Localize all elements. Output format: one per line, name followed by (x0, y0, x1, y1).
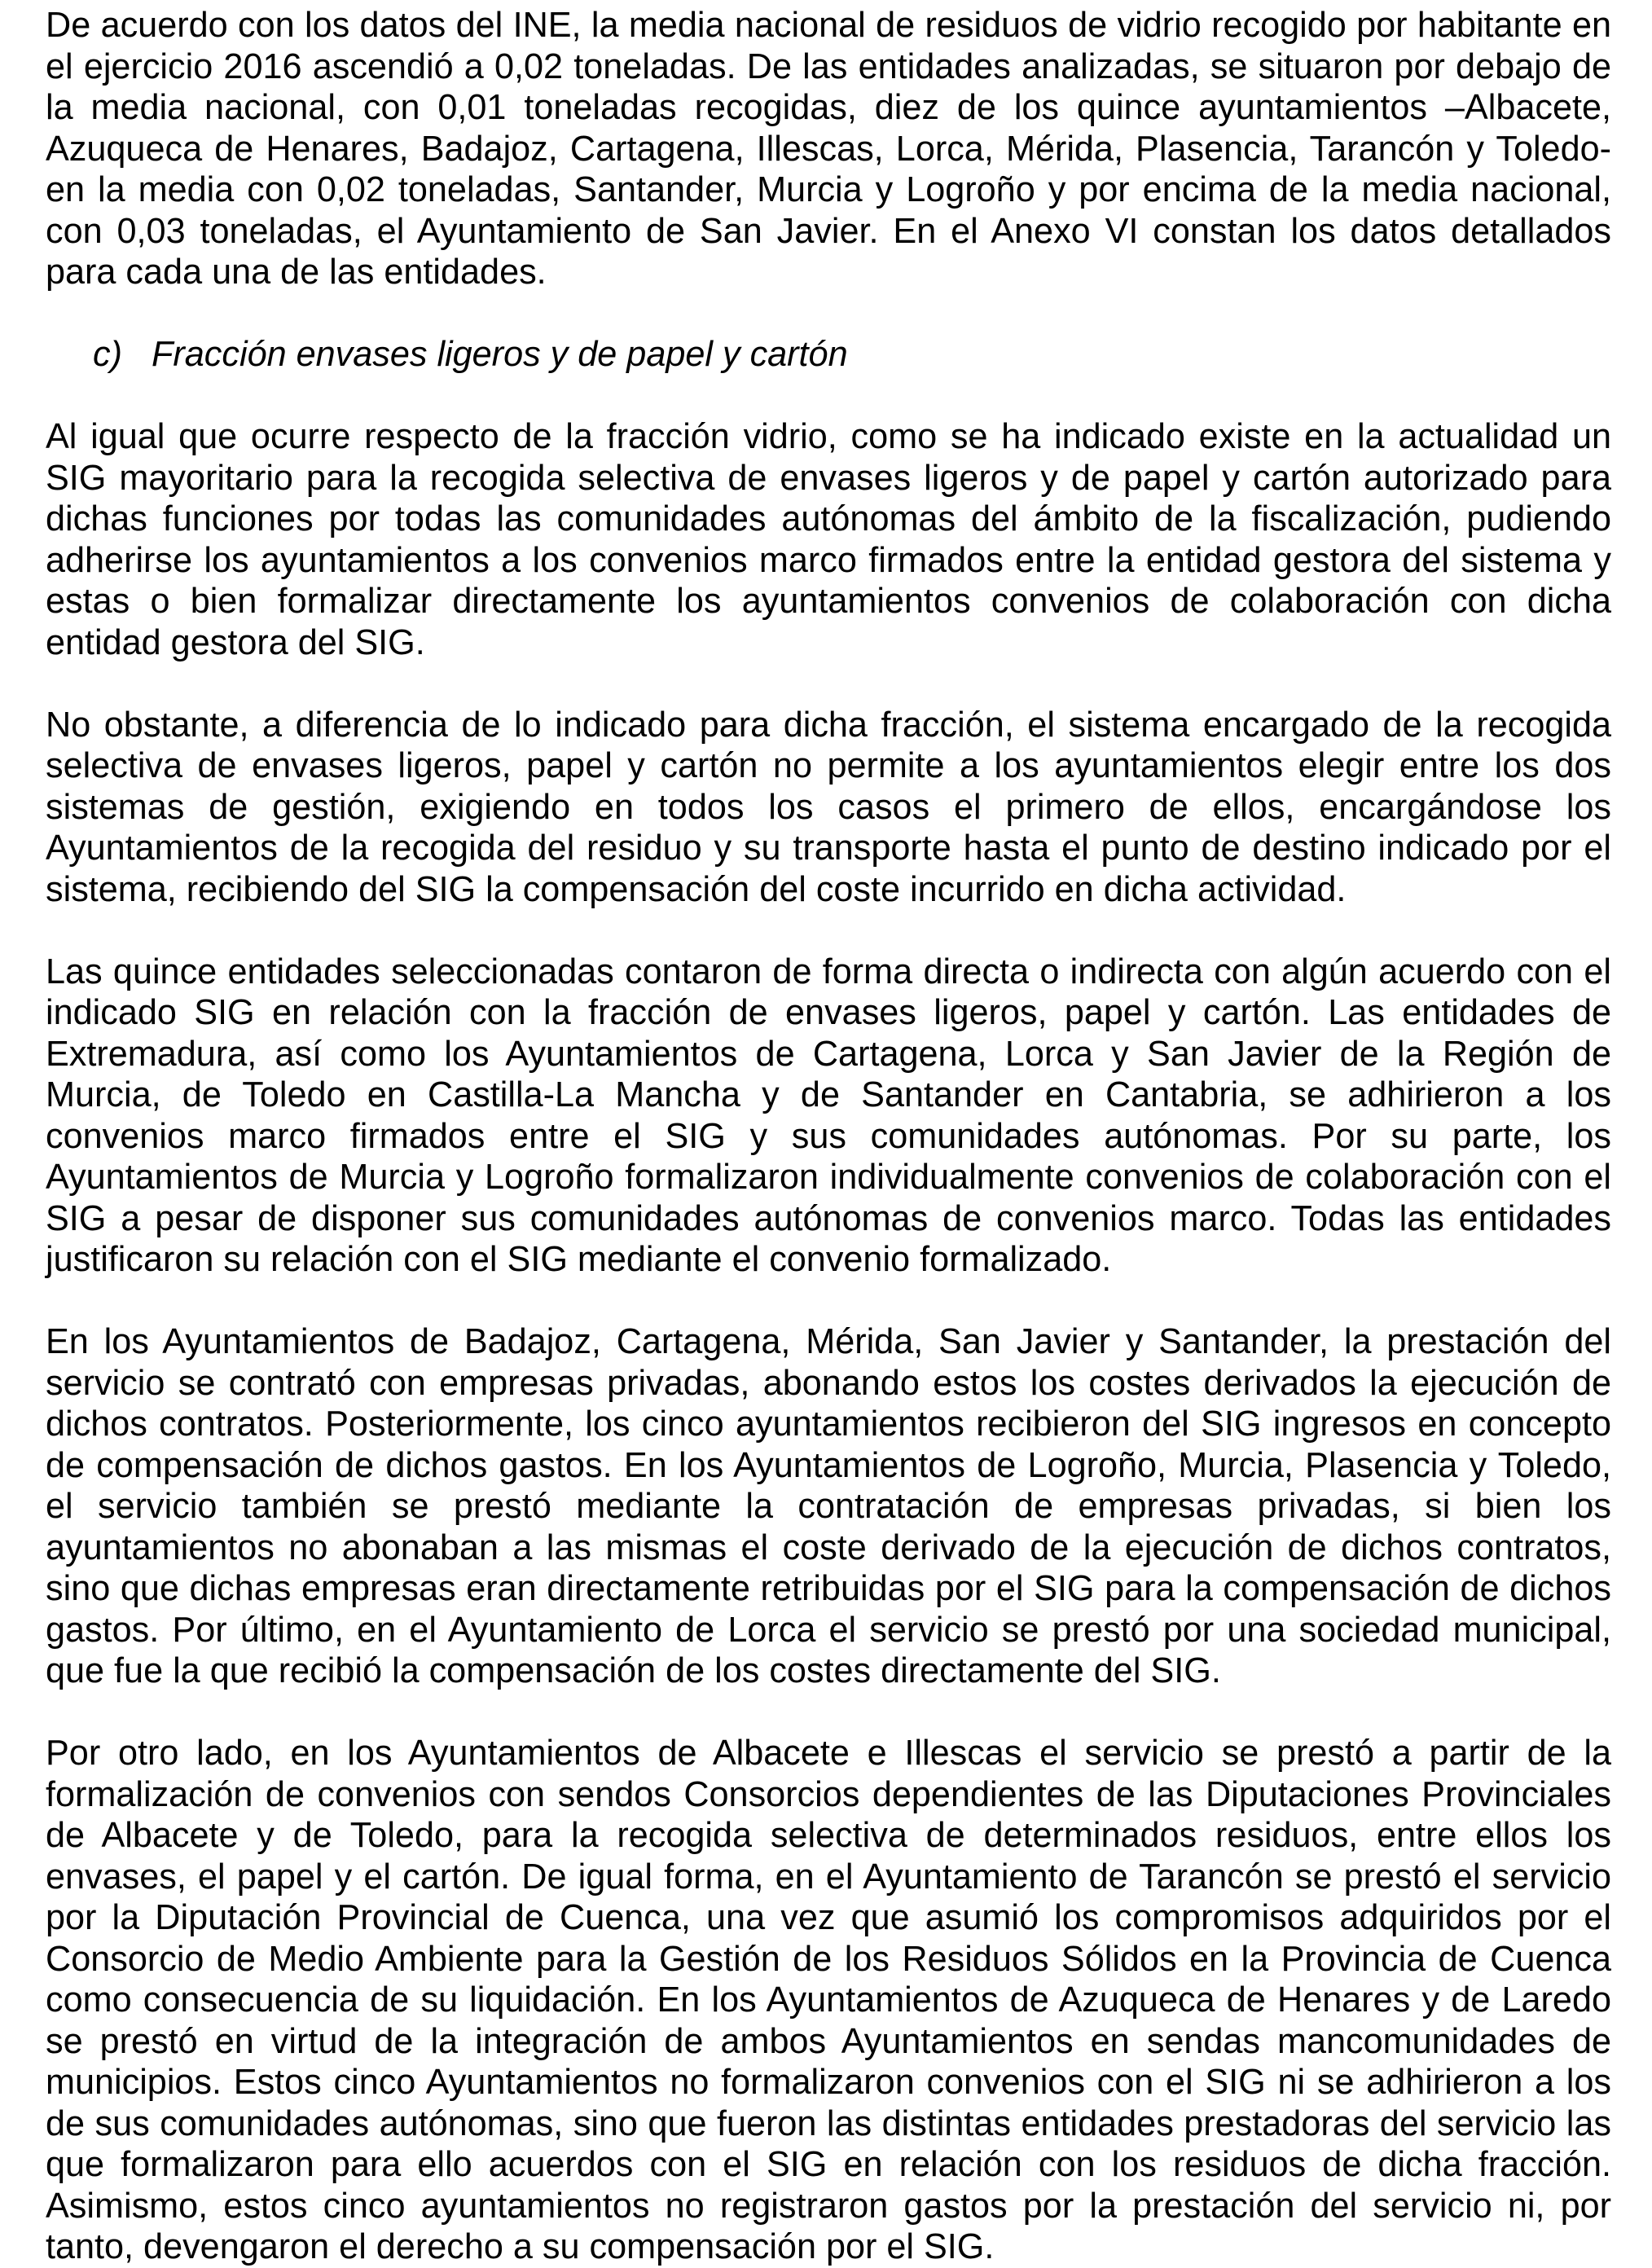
paragraph-vidrio-media: De acuerdo con los datos del INE, la media nacional de residuos de vidrio recogido por habitante en el ejercicio 2016 ascendió a 0,02 toneladas. De las entidades analizadas, se situaron por debajo de la media nacional, con 0,01 toneladas recogidas, diez de los quince ayuntamientos –Albacete, Azuqueca de Henares, Badajoz, Cartagena, Illescas, Lorca, Mérida, Plasencia, Tarancón y Toledo- en la media con 0,02 toneladas, Santander, Murcia y Logroño y por encima de la media nacional, con 0,03 toneladas, el Ayuntamiento de San Javier. En el Anexo VI constan los datos detallados para cada una de las entidades. (46, 6, 1611, 292)
paragraph-empresas-privadas: En los Ayuntamientos de Badajoz, Cartagena, Mérida, San Javier y Santander, la prestación del servicio se contrató con empresas privadas, abonando estos los costes derivados la ejecución de dichos contratos. Posteriormente, los cinco ayuntamientos recibieron del SIG ingresos en concepto de compensación de dichos gastos. En los Ayuntamientos de Logroño, Murcia, Plasencia y Toledo, el servicio también se prestó mediante la contratación de empresas privadas, si bien los ayuntamientos no abonaban a las mismas el coste derivado de la ejecución de dichos contratos, sino que dichas empresas eran directamente retribuidas por el SIG para la compensación de dichos gastos. Por último, en el Ayuntamiento de Lorca el servicio se prestó por una sociedad municipal, que fue la que recibió la compensación de los costes directamente del SIG. (46, 1322, 1611, 1690)
paragraph-spacer (46, 910, 1611, 952)
section-heading (46, 334, 1611, 376)
paragraph-quince-entidades: Las quince entidades seleccionadas contaron de forma directa o indirecta con algún acuerdo con el indicado SIG en relación con la fracción de envases ligeros, papel y cartón. Las entidades de Extremadura, así como los Ayuntamientos de Cartagena, Lorca y San Javier de la Región de Murcia, de Toledo en Castilla-La Mancha y de Santander en Cantabria, se adhirieron a los convenios marco firmados entre el SIG y sus comunidades autónomas. Por su parte, los Ayuntamientos de Murcia y Logroño formalizaron individualmente convenios de colaboración con el SIG a pesar de disponer sus comunidades autónomas de convenios marco. Todas las entidades justificaron su relación con el SIG mediante el convenio formalizado. (46, 952, 1611, 1279)
paragraph-consorcios: Por otro lado, en los Ayuntamientos de Albacete e Illescas el servicio se prestó a partir de la formalización de convenios con sendos Consorcios dependientes de las Diputaciones Provinciales de Albacete y de Toledo, para la recogida selectiva de determinados residuos, entre ellos los envases, el papel y el cartón. De igual forma, en el Ayuntamiento de Tarancón se prestó el servicio por la Diputación Provincial de Cuenca, una vez que asumió los compromisos adquiridos por el Consorcio de Medio Ambiente para la Gestión de los Residuos Sólidos en la Provincia de Cuenca como consecuencia de su liquidación. En los Ayuntamientos de Azuqueca de Henares y de Laredo se prestó en virtud de la integración de ambos Ayuntamientos en sendas mancomunidades de municipios. Estos cinco Ayuntamientos no formalizaron convenios con el SIG ni se adhirieron a los de sus comunidades autónomas, sino que fueron las distintas entidades prestadoras del servicio las que formalizaron para ello acuerdos con el SIG en relación con los residuos de dicha fracción. Asimismo, estos cinco ayuntamientos no registraron gastos por la prestación del servicio ni, por tanto, devengaron el derecho a su compensación por el SIG. (46, 1734, 1611, 2266)
paragraph-spacer (46, 663, 1611, 705)
paragraph-spacer (46, 1281, 1611, 1322)
document-page (46, 5, 1611, 2268)
heading-text: Fracción envases ligeros y de papel y cartón (152, 335, 848, 374)
paragraph-spacer (46, 293, 1611, 335)
paragraph-sig-mayoritario: Al igual que ocurre respecto de la fracción vidrio, como se ha indicado existe en la actualidad un SIG mayoritario para la recogida selectiva de envases ligeros y de papel y cartón autorizado para dichas funciones por todas las comunidades autónomas del ámbito de la fiscalización, pudiendo adherirse los ayuntamientos a los convenios marco firmados entre la entidad gestora del sistema y estas o bien formalizar directamente los ayuntamientos convenios de colaboración con dicha entidad gestora del SIG. (46, 417, 1611, 662)
paragraph-sistema-gestion: No obstante, a diferencia de lo indicado para dicha fracción, el sistema encargado de la recogida selectiva de envases ligeros, papel y cartón no permite a los ayuntamientos elegir entre los dos sistemas de gestión, exigiendo en todos los casos el primero de ellos, encargándose los Ayuntamientos de la recogida del residuo y su transporte hasta el punto de destino indicado por el sistema, recibiendo del SIG la compensación del coste incurrido en dicha actividad. (46, 705, 1611, 909)
paragraph-spacer (46, 1692, 1611, 1734)
heading-marker: c) (93, 335, 122, 374)
paragraph-spacer (46, 376, 1611, 417)
